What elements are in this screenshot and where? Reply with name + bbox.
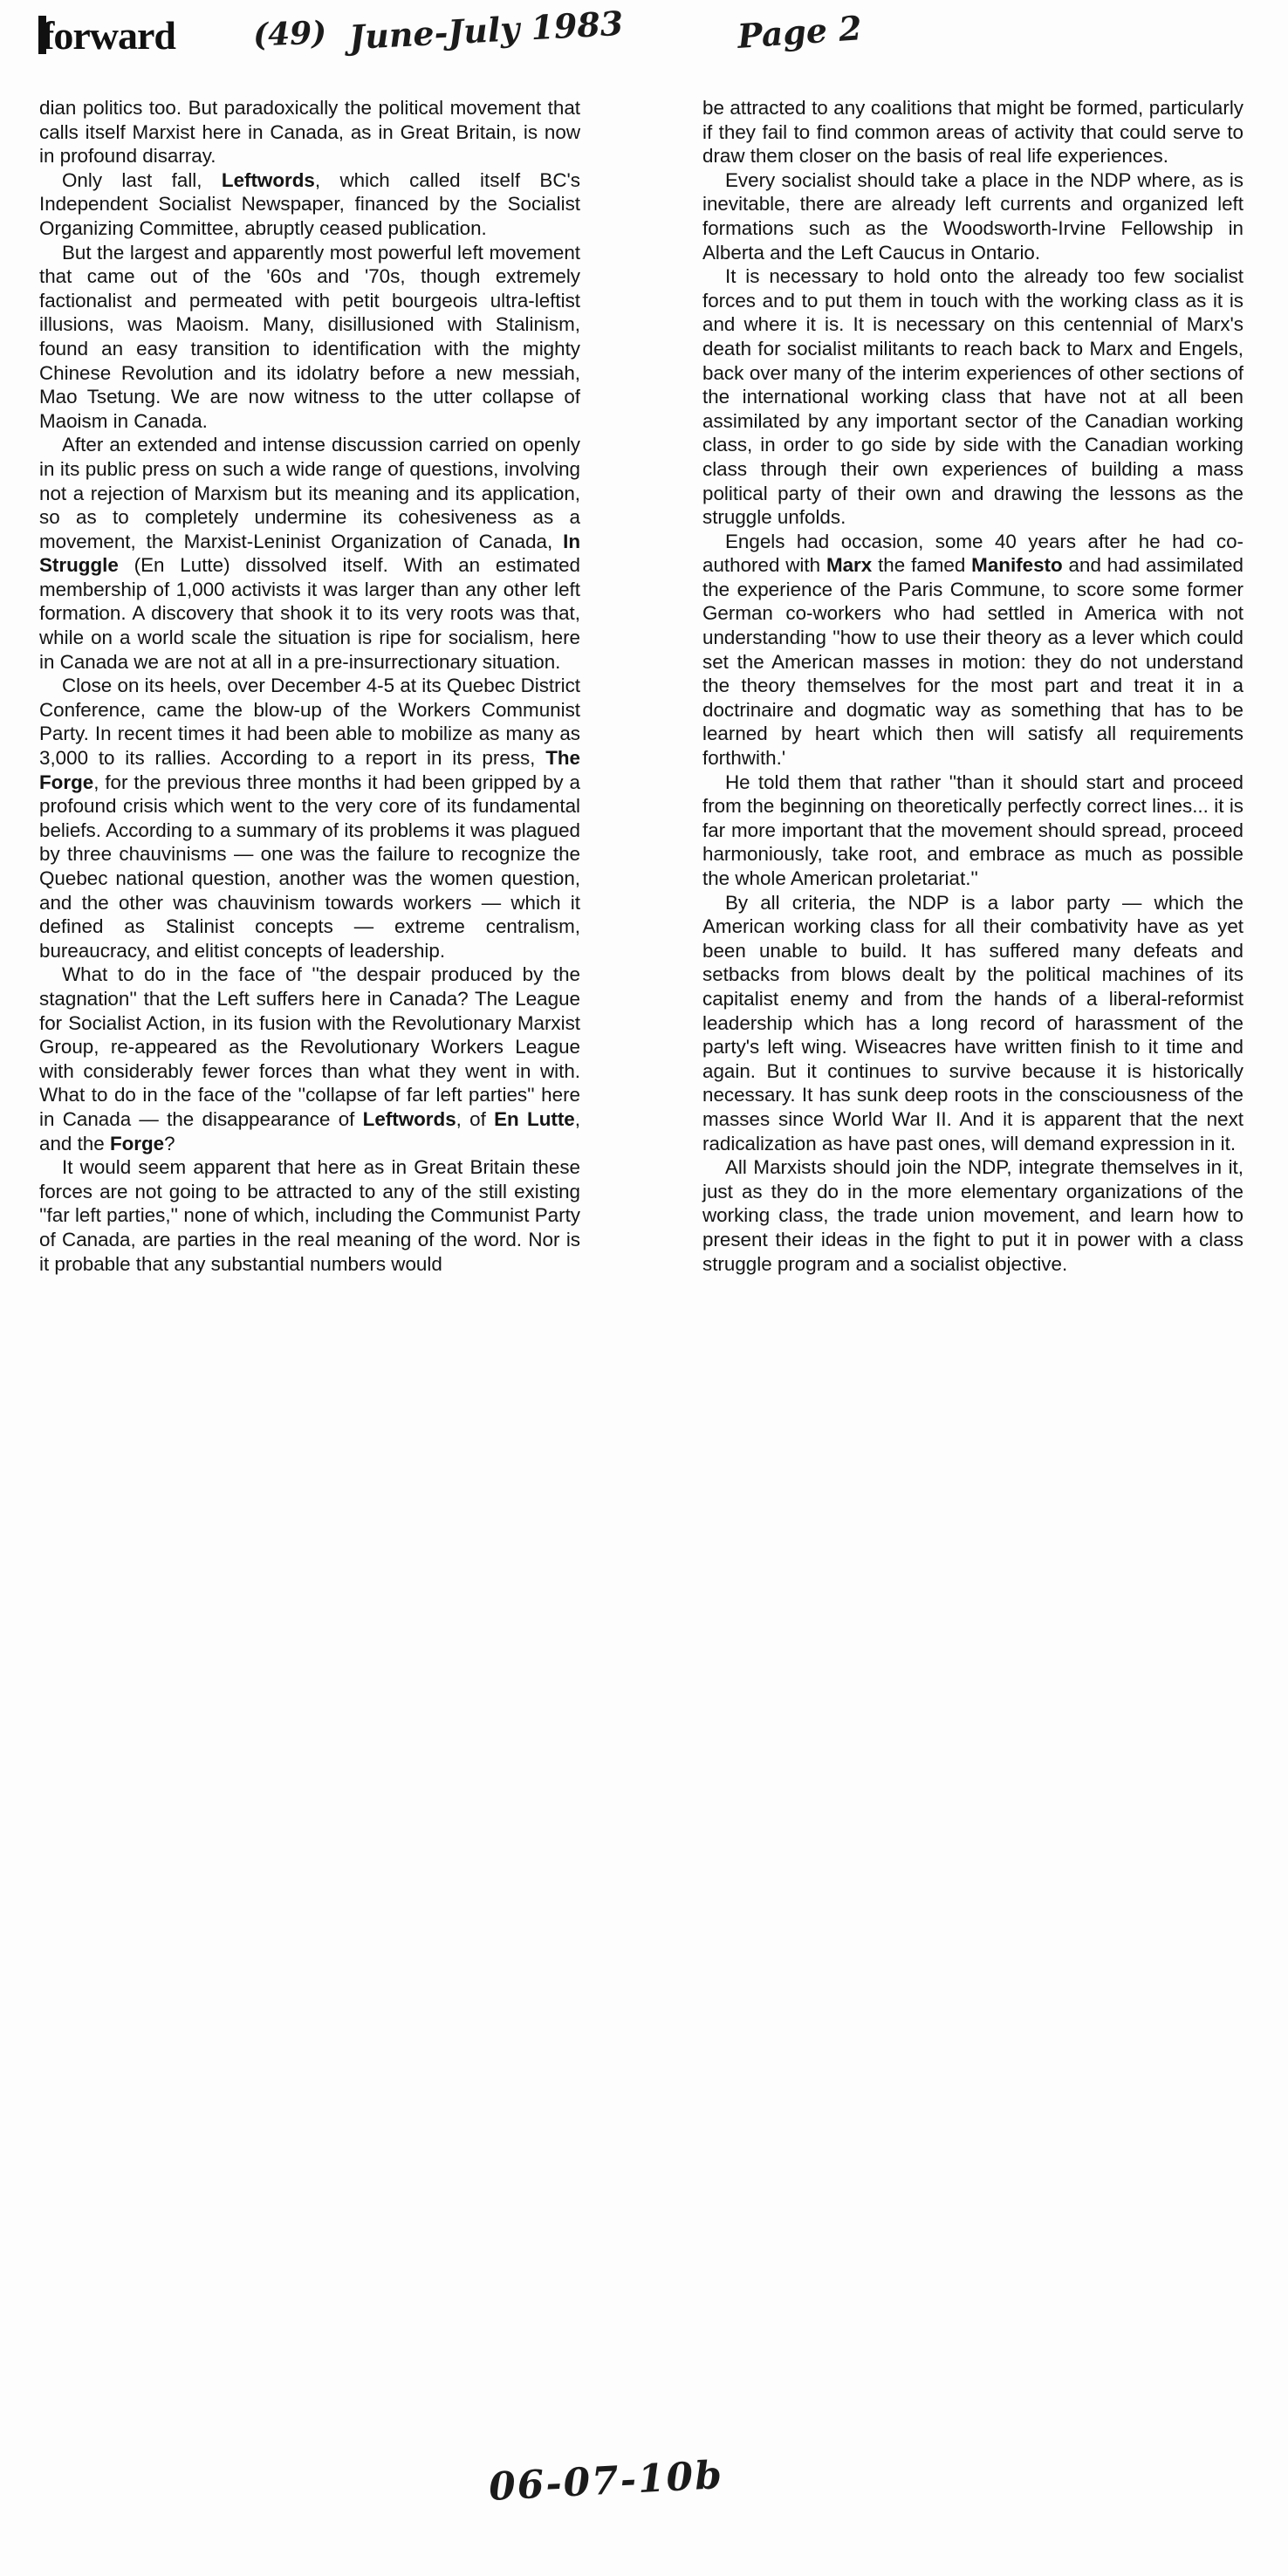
handwritten-issue-number: (49): [252, 14, 327, 54]
article-paragraph: It would seem apparent that here as in Great Britain these forces are not going to be attracted to any of the still existing ''far left parties,'' none of which, including the Communist Party of Canada, are parties in the real meaning of the word. Nor is it probable that any substantial numbers would: [39, 1156, 580, 1275]
article-paragraph: What to do in the face of ''the despair produced by the stagnation'' that the Left suffers here in Canada? The League for Socialist Action, in its fusion with the Revolutionary Marxist Group, re-appeared as the Revolutionary Workers League with considerably fewer forces than what they went in with. What to do in the face of the ''collapse of far left parties'' here in Canada — the disappearance of Leftwords, of En Lutte, and the Forge?: [39, 963, 580, 1154]
article-paragraph: be attracted to any coalitions that might be formed, particularly if they fail to find common areas of activity that could serve to draw them closer on the basis of real life experiences.: [702, 97, 1243, 168]
masthead-title: [38, 12, 175, 58]
article-paragraph: All Marxists should join the NDP, integrate themselves in it, just as they do in the more elementary organizations of the working class, the trade union movement, and learn how to present their ideas in the fight to put it in power with a class struggle program and a socialist objective.: [702, 1156, 1243, 1275]
article-column-left: [39, 96, 580, 1276]
article-paragraph: Every socialist should take a place in the NDP where, as is inevitable, there are already left currents and organized left formations such as the Woodsworth-Irvine Fellowship in Alberta and the Left Caucus in Ontario.: [702, 168, 1243, 264]
handwritten-date: June-July 1983: [348, 3, 625, 58]
article-paragraph: He told them that rather ''than it should start and proceed from the beginning on theoretically perfectly correct lines... it is far more important that the movement should spread, proceed harmoniously, take root, and embrace as much as possible the whole American proletariat.'': [702, 771, 1243, 889]
article-paragraph: But the largest and apparently most powerful left movement that came out of the '60s and '70s, though extremely factionalist and permeated with petit bourgeois ultra-leftist illusions, was Maoism. Many, disillusioned with Stalinism, found an easy transition to identification with the mighty Chinese Revolution and its idolatry before a new messiah, Mao Tsetung. We are now witness to the utter collapse of Maoism in Canada.: [39, 241, 580, 432]
article-paragraph: Engels had occasion, some 40 years after he had co-authored with Marx the famed Manifesto and had assimilated the experience of the Paris Commune, to score some former German co-workers who had settled in America with not understanding ''how to use their theory as a lever which could set the American masses in motion: they do not understand the theory themselves for the most part and treat it in a doctrinaire and dogmatic way as something that has to be learned by heart which then will satisfy all requirements forthwith.': [702, 530, 1243, 770]
article-paragraph: dian politics too. But paradoxically the political movement that calls itself Marxist here in Canada, as in Great Britain, is now in profound disarray.: [39, 97, 580, 168]
article-paragraph: It is necessary to hold onto the already too few socialist forces and to put them in touch with the working class as it is and where it is. It is necessary on this centennial of Marx's death for socialist militants to reach back to Marx and Engels, back over many of the interim experiences of other sections of the international working class that have not at all been assimilated by any important sector of the Canadian working class, in order to go side by side with the Canadian working class through their own experiences of building a mass political party of their own and drawing the lessons as the struggle unfolds.: [702, 265, 1243, 529]
article-paragraph: After an extended and intense discussion carried on openly in its public press on such a wide range of questions, involving not a rejection of Marxism but its meaning and its application, so as to completely undermine its cohesiveness as a movement, the Marxist-Leninist Organization of Canada, In Struggle (En Lutte) dissolved itself. With an estimated membership of 1,000 activists it was larger than any other left formation. A discovery that shook it to its very roots was that, while on a world scale the situation is ripe for socialism, here in Canada we are not at all in a pre-insurrectionary situation.: [39, 434, 580, 673]
handwritten-archive-mark: 06-07-10b: [487, 2452, 725, 2511]
article-paragraph: Close on its heels, over December 4-5 at its Quebec District Conference, came the blow-up of the Workers Communist Party. In recent times it had been able to mobilize as many as 3,000 to its rallies. According to a report in its press, The Forge, for the previous three months it had been gripped by a profound crisis which went to the very core of its fundamental beliefs. According to a summary of its problems it was plagued by three chauvinisms — one was the failure to recognize the Quebec national question, another was the women question, and the other was chauvinism towards workers — which it defined as Stalinist concepts — extreme centralism, bureaucracy, and elitist concepts of leadership.: [39, 675, 580, 962]
masthead-text: forward: [41, 13, 175, 58]
article-paragraph: By all criteria, the NDP is a labor party — which the American working class for all their combativity have as yet been unable to build. It has suffered many defeats and setbacks from blows dealt by the political machines of its capitalist enemy and from the hands of a liberal-reformist leadership which has a long record of harassment of the party's left wing. Wiseacres have written finish to it time and again. But it continues to survive because it is historically necessary. It has sunk deep roots in the consciousness of the masses since World War II. And it is apparent that the next radicalization as have past ones, will demand expression in it.: [702, 891, 1243, 1154]
page-header: [0, 3, 1288, 79]
article-column-right: [702, 96, 1243, 1276]
article-paragraph: Only last fall, Leftwords, which called itself BC's Independent Socialist Newspaper, financed by the Socialist Organizing Committee, abruptly ceased publication.: [39, 168, 580, 239]
handwritten-page-label: Page 2: [736, 8, 863, 56]
article-columns: [0, 96, 1288, 2417]
